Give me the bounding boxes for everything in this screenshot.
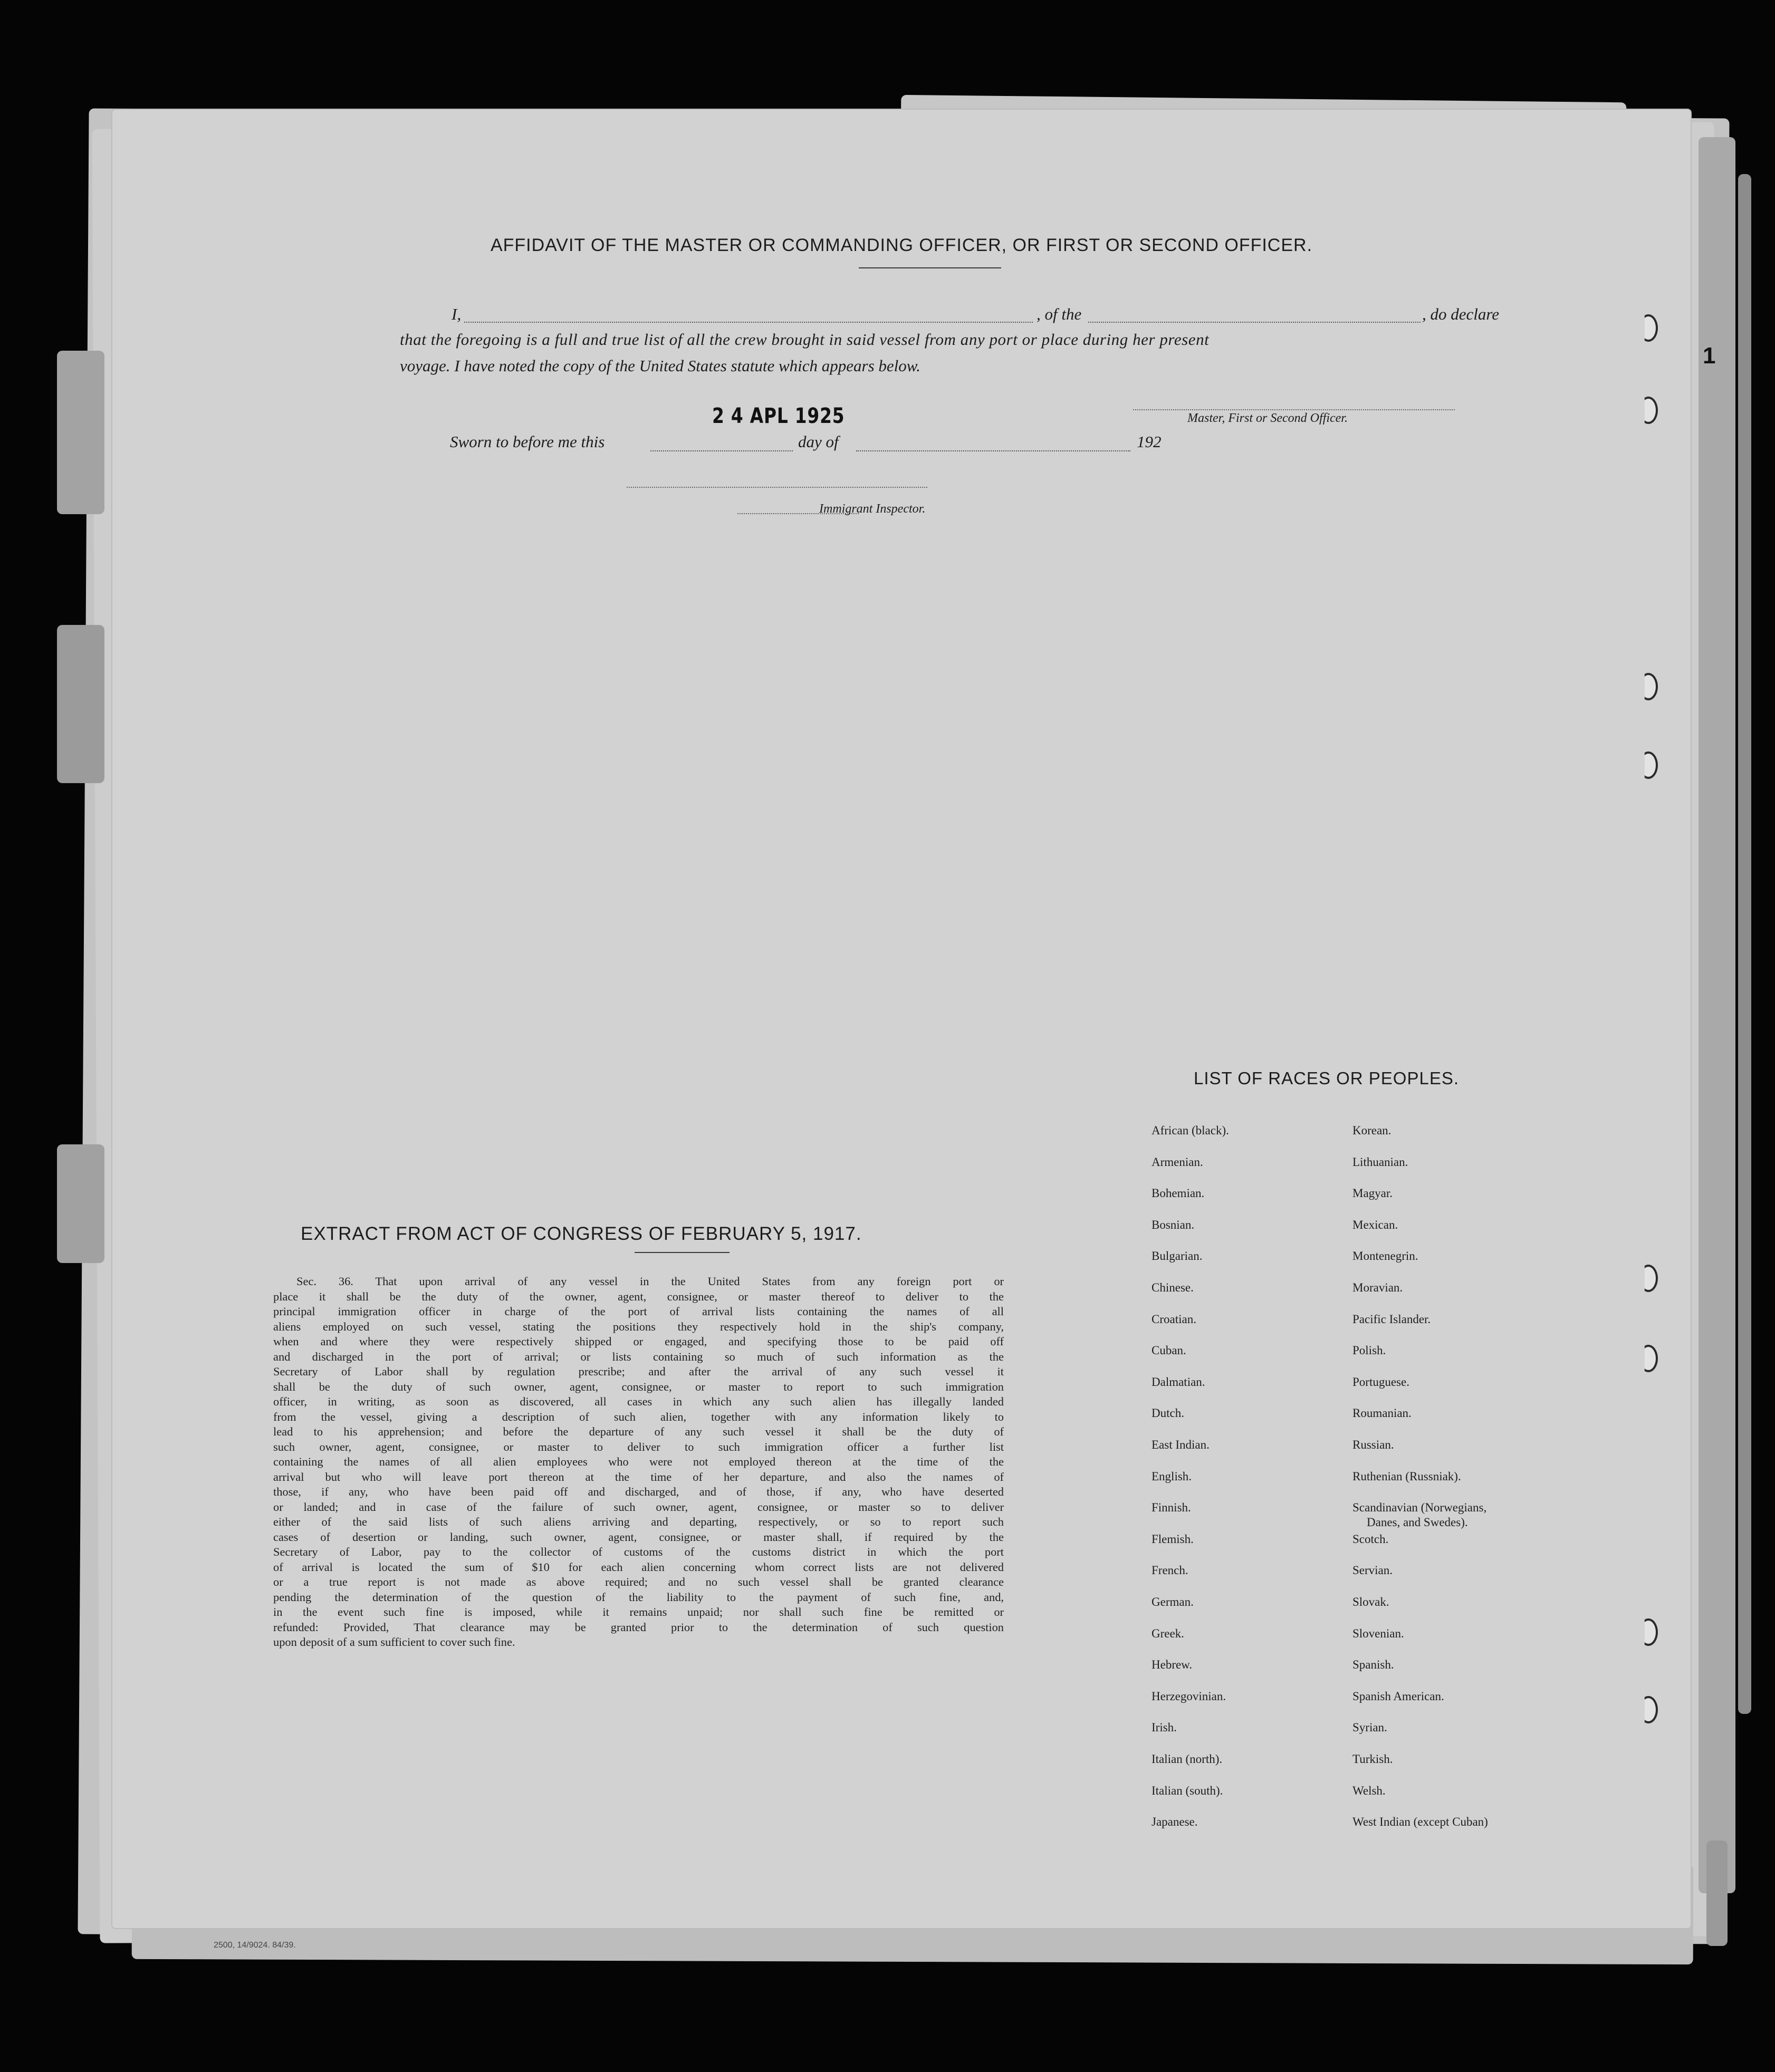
race-item: Roumanian.: [1352, 1406, 1412, 1420]
extract-line: either of the said lists of such aliens arriving and departing, respectively, or so to report such: [273, 1515, 1004, 1528]
extract-line: place it shall be the duty of the owner, agent, consignee, or master thereof to deliver to the: [273, 1289, 1004, 1303]
affidavit-line3: voyage. I have noted the copy of the United States statute which appears below.: [400, 356, 920, 375]
vessel-field[interactable]: [1088, 322, 1421, 323]
affidavit-of-the: , of the: [1037, 305, 1082, 323]
race-item: Japanese.: [1152, 1815, 1198, 1829]
page-edge: [1699, 137, 1735, 1893]
race-item: Mexican.: [1352, 1218, 1398, 1231]
binder-tab: [57, 351, 104, 514]
year-prefix: 192: [1137, 432, 1162, 451]
day-of: day of: [798, 432, 839, 451]
master-signature-line[interactable]: [1133, 409, 1455, 410]
race-item: French.: [1152, 1564, 1188, 1577]
race-item: Slovak.: [1352, 1595, 1389, 1608]
extract-line: lead to his apprehension; and before the departure of any such vessel it shall be the duty of: [273, 1425, 1004, 1438]
extract-body: [273, 1274, 1004, 1650]
race-item: Danes, and Swedes).: [1367, 1516, 1468, 1529]
inspector-label: Immigrant Inspector.: [819, 502, 926, 516]
race-item: East Indian.: [1152, 1438, 1210, 1451]
race-item: Turkish.: [1352, 1752, 1393, 1766]
page-edge: [1738, 174, 1751, 1714]
extract-line: or a true report is not made as above required; and no such vessel shall be granted clearance: [273, 1575, 1004, 1588]
race-item: Moravian.: [1352, 1281, 1403, 1294]
race-item: Italian (south).: [1152, 1784, 1223, 1797]
race-item: Lithuanian.: [1352, 1155, 1408, 1169]
sworn-prefix: Sworn to before me this: [450, 432, 605, 451]
day-field[interactable]: [650, 450, 793, 451]
race-item: Montenegrin.: [1352, 1249, 1418, 1263]
document-page: [112, 110, 1691, 1928]
affidavit-title: AFFIDAVIT OF THE MASTER OR COMMANDING OFFICER, OR FIRST OR SECOND OFFICER.: [490, 235, 1313, 255]
race-item: English.: [1152, 1469, 1192, 1483]
race-item: Chinese.: [1152, 1281, 1194, 1294]
race-item: Ruthenian (Russniak).: [1352, 1469, 1461, 1483]
race-item: West Indian (except Cuban): [1352, 1815, 1488, 1829]
extract-line: arrival but who will leave port thereon at the time of her departure, and also the names of: [273, 1470, 1004, 1483]
race-item: Welsh.: [1352, 1784, 1386, 1797]
race-item: Italian (north).: [1152, 1752, 1223, 1766]
race-item: African (black).: [1152, 1124, 1229, 1137]
race-item: Scotch.: [1352, 1532, 1389, 1546]
extract-line: pending the determination of the question of the liability to the payment of such fine, and,: [273, 1590, 1004, 1604]
extract-line: refunded: Provided, That clearance may be granted prior to the determination of such question: [273, 1620, 1004, 1634]
race-item: Finnish.: [1152, 1501, 1191, 1515]
extract-line: officer, in writing, as soon as discovered, all cases in which any such alien has illegally landed: [273, 1395, 1004, 1408]
affidavit-line2: that the foregoing is a full and true list of all the crew brought in said vessel from any port or place during her present: [400, 330, 1210, 349]
title-divider: [859, 267, 1001, 268]
month-field[interactable]: [856, 450, 1130, 451]
margin-mark: 1: [1703, 343, 1716, 369]
race-item: Dutch.: [1152, 1406, 1184, 1420]
race-item: Scandinavian (Norwegians,: [1352, 1501, 1487, 1515]
race-item: Portuguese.: [1352, 1375, 1409, 1389]
race-item: Dalmatian.: [1152, 1375, 1205, 1389]
races-title: LIST OF RACES OR PEOPLES.: [1194, 1068, 1460, 1088]
extract-line: or landed; and in case of the failure of such owner, agent, consignee, or master so to deliver: [273, 1500, 1004, 1514]
affidavit-i: I,: [452, 305, 462, 323]
race-item: Spanish.: [1352, 1658, 1394, 1672]
extract-line: Secretary of Labor shall by regulation prescribe; and after the arrival of any such vessel it: [273, 1365, 1004, 1378]
race-item: Pacific Islander.: [1352, 1312, 1431, 1326]
extract-line: aliens employed on such vessel, stating the positions they respectively hold in the ship's company,: [273, 1319, 1004, 1333]
extract-line: Secretary of Labor, pay to the collector of customs of the customs district in which the port: [273, 1545, 1004, 1558]
extract-line: Sec. 36. That upon arrival of any vessel in the United States from any foreign port or: [296, 1275, 1004, 1288]
race-item: Herzegovinian.: [1152, 1689, 1226, 1703]
extract-line: from the vessel, giving a description of such alien, together with any information likely to: [273, 1410, 1004, 1423]
race-item: Bohemian.: [1152, 1187, 1205, 1200]
extract-title: EXTRACT FROM ACT OF CONGRESS OF FEBRUARY 5, 1917.: [301, 1223, 862, 1244]
race-item: Hebrew.: [1152, 1658, 1193, 1672]
race-item: Bulgarian.: [1152, 1249, 1203, 1263]
race-item: Irish.: [1152, 1721, 1177, 1734]
extract-divider: [635, 1252, 730, 1253]
extract-line: cases of desertion or landing, such owner, agent, consignee, or master shall, if required by the: [273, 1530, 1004, 1544]
extract-line: such owner, agent, consignee, or master to deliver to such immigration officer a further list: [273, 1440, 1004, 1453]
page-edge: [1706, 1840, 1728, 1946]
binder-tab: [57, 1144, 104, 1263]
extract-line: principal immigration officer in charge of the port of arrival lists containing the names of all: [273, 1305, 1004, 1318]
race-item: Korean.: [1352, 1124, 1392, 1137]
extract-line: of arrival is located the sum of $10 for each alien concerning whom correct lists are not delivered: [273, 1560, 1004, 1574]
extract-line: and discharged in the port of arrival; or lists containing so much of such information as the: [273, 1350, 1004, 1363]
date-stamp: 2 4 APL 1925: [712, 404, 845, 428]
extract-line: upon deposit of a sum sufficient to cover such fine.: [273, 1635, 515, 1649]
race-item: Bosnian.: [1152, 1218, 1195, 1231]
extract-line: when and where they were respectively shipped or engaged, and specifying those to be paid off: [273, 1335, 1004, 1348]
race-item: Polish.: [1352, 1344, 1386, 1357]
race-item: Servian.: [1352, 1564, 1393, 1577]
race-item: Russian.: [1352, 1438, 1394, 1451]
race-item: Armenian.: [1152, 1155, 1203, 1169]
race-item: Spanish American.: [1352, 1689, 1444, 1703]
race-item: German.: [1152, 1595, 1194, 1608]
race-item: Greek.: [1152, 1626, 1184, 1640]
race-item: Croatian.: [1152, 1312, 1196, 1326]
extract-line: shall be the duty of such owner, agent, consignee, or master to report to such immigration: [273, 1380, 1004, 1393]
race-item: Syrian.: [1352, 1721, 1387, 1734]
extract-line: in the event such fine is imposed, while it remains unpaid; nor shall such fine be remitted or: [273, 1605, 1004, 1618]
print-code: 2500, 14/9024. 84/39.: [214, 1941, 296, 1950]
race-item: Cuban.: [1152, 1344, 1186, 1357]
affidavit-declare: , do declare: [1422, 305, 1500, 323]
master-label: Master, First or Second Officer.: [1187, 411, 1348, 425]
name-field[interactable]: [464, 322, 1033, 323]
binder-tab: [57, 625, 104, 783]
race-item: Magyar.: [1352, 1187, 1393, 1200]
extract-line: those, if any, who have been paid off and discharged, and of those, if any, who have deserted: [273, 1485, 1004, 1498]
race-item: Flemish.: [1152, 1532, 1194, 1546]
inspector-signature-line[interactable]: [627, 487, 927, 488]
race-item: Slovenian.: [1352, 1626, 1404, 1640]
extract-line: containing the names of all alien employees who were not employed thereon at the time of the: [273, 1455, 1004, 1468]
